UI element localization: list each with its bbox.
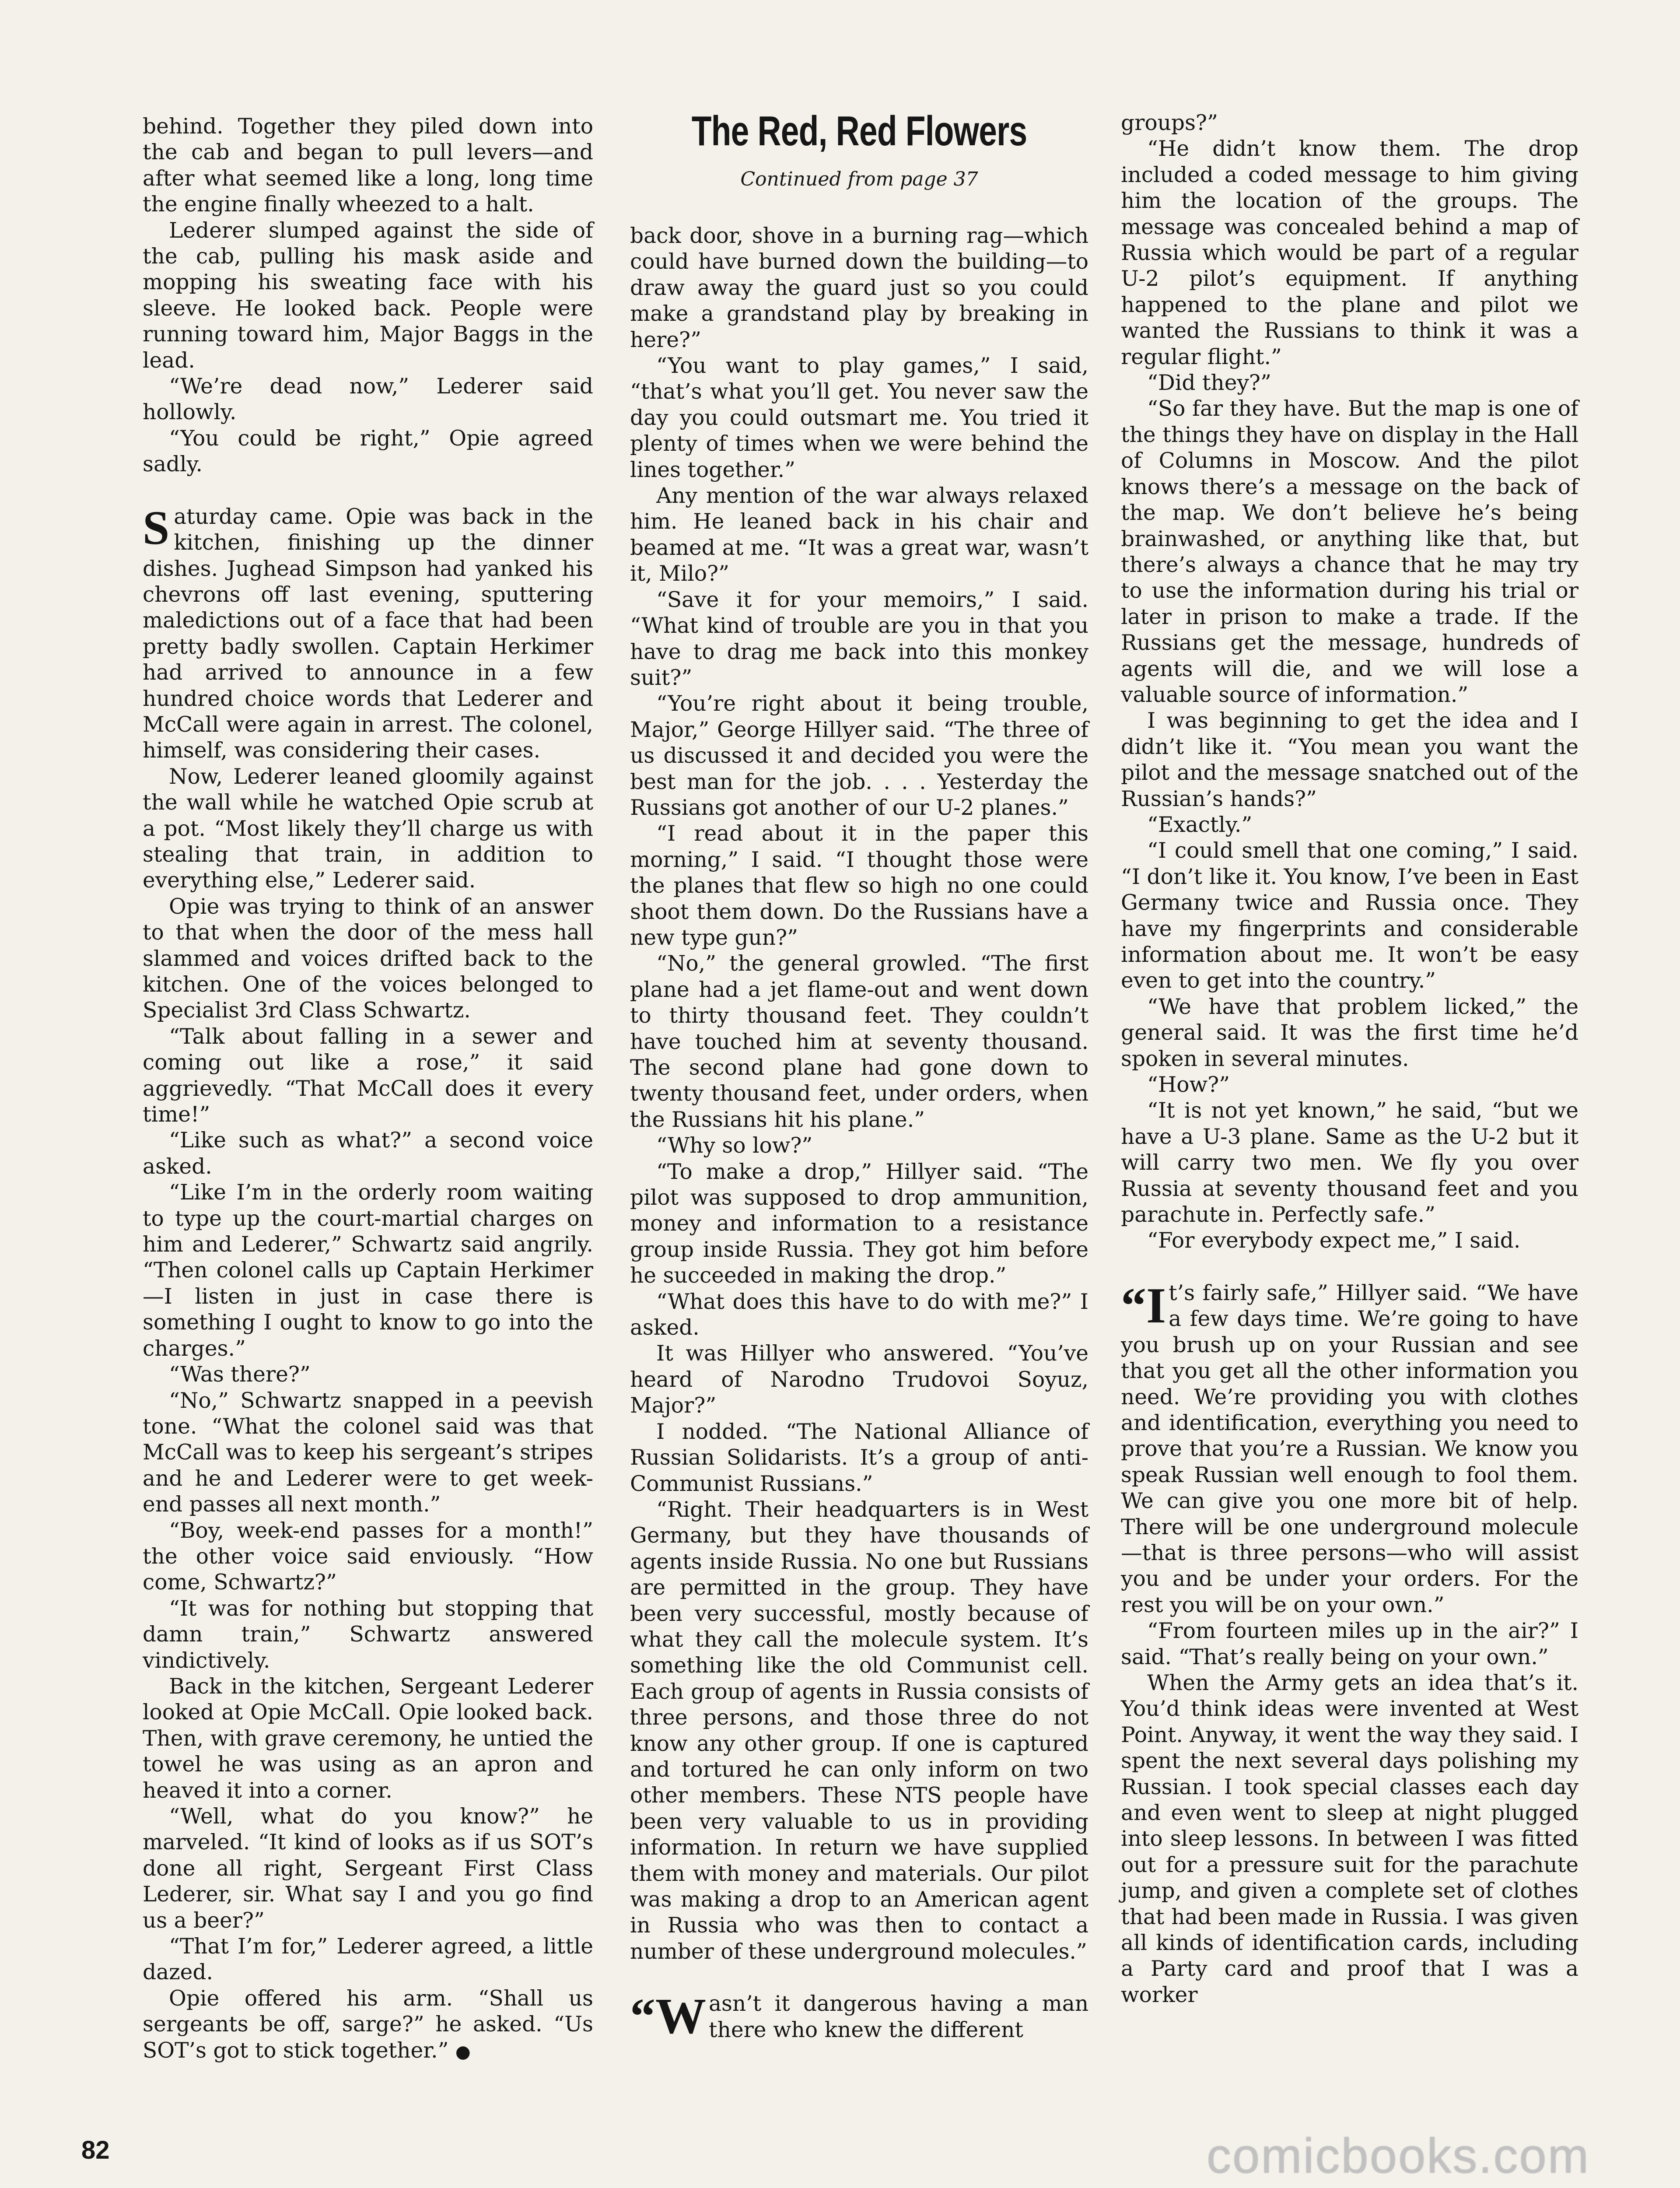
paragraph: “It is not yet known,” he said, “but we have a U-3 plane. Same as the U-2 but it will carry two men. We fly you over Russia at seventy thousand feet and you parachute in. Perfectly safe.” bbox=[1121, 1098, 1578, 1227]
section-opening-paragraph bbox=[1121, 1277, 1578, 1618]
paragraph: “So far they have. But the map is one of the things they have on display in the Hall of Columns in Moscow. And the pilot knows there’s a message on the back of the map. We don’t believe he’s being brainwashed, or anything like that, but there’s always a chance that he may try to use the information during his trial or later in prison to make a trade. If the Russians get the message, hundreds of agents will die, and we will lose a valuable source of information.” bbox=[1121, 396, 1578, 707]
drop-cap: S bbox=[143, 501, 170, 554]
paragraph: Now, Lederer leaned gloomily against the wall while he watched Opie scrub at a pot. “Most likely they’ll charge us with stealing that train, in addition to everything else,” Lederer said. bbox=[143, 764, 593, 893]
paragraph: “It was for nothing but stopping that damn train,” Schwartz answered vindictively. bbox=[143, 1596, 593, 1673]
paragraph: “Was there?” bbox=[169, 1362, 311, 1387]
paragraph: back door, shove in a burning rag—which could have burned down the building—to draw away the guard just so you could make a grandstand play by breaking in here?” bbox=[630, 224, 1088, 352]
paragraph: “Save it for your memoirs,” I said. “What kind of trouble are you in that you have to drag me back into this monkey suit?” bbox=[630, 587, 1088, 690]
paragraph: “Did they?” bbox=[1147, 371, 1271, 396]
paragraph: I nodded. “The National Alliance of Russian Solidarists. It’s a group of anti-Communist Russians.” bbox=[630, 1419, 1088, 1496]
paragraph: It was Hillyer who answered. “You’ve heard of Narodno Trudovoi Soyuz, Major?” bbox=[630, 1341, 1088, 1418]
paragraph-text: asn’t it dangerous having a man there who knew the different bbox=[709, 1992, 1088, 2042]
paragraph: I was beginning to get the idea and I didn’t like it. “You mean you want the pilot and the message snatched out of the Russian’s hands?” bbox=[1121, 708, 1578, 811]
paragraph: “You could be right,” Opie agreed sadly. bbox=[143, 426, 593, 477]
paragraph: “How?” bbox=[1147, 1073, 1230, 1098]
paragraph: Lederer slumped against the side of the cab, pulling his mask aside and mopping his sweating face with his sleeve. He looked back. People were running toward him, Major Baggs in the lead. bbox=[143, 218, 593, 373]
paragraph: “Like I’m in the orderly room waiting to type up the court-martial charges on him and Lederer,” Schwartz said angrily. “Then colonel calls up Captain Herkimer—I listen in just in case there is something I ought to know to go into the charges.” bbox=[143, 1180, 593, 1361]
section-break bbox=[143, 478, 593, 504]
paragraph: “Like such as what?” a second voice asked. bbox=[143, 1128, 593, 1179]
paragraph: “Well, what do you know?” he marveled. “It kind of looks as if us SOT’s done all right, Sergeant First Class Lederer, sir. What say I and you go find us a beer?” bbox=[143, 1804, 593, 1933]
column-2 bbox=[630, 105, 1088, 2188]
paragraph: groups?” bbox=[1121, 111, 1218, 135]
paragraph-text: t’s fairly safe,” Hillyer said. “We have a few days time. We’re going to have you brush up on your Russian and see that you get all the other information you need. We’re providing you with clothes and identification, everything you need to prove that you’re a Russian. We know you speak Russian well enough to fool them. We can give you one more bit of help. There will be one underground molecule—that is three persons—who will assist you and be under your orders. For the rest you will be on your own.” bbox=[1121, 1280, 1578, 1617]
paragraph-text: aturday came. Opie was back in the kitchen, finishing up the dinner dishes. Jughead Simpson had yanked his chevrons off last evening, sputtering maledictions out of a face that had been pretty badly swollen. Captain Herkimer had arrived to announce in a few hundred choice words that Lederer and McCall were again in arrest. The colonel, himself, was considering their cases. bbox=[143, 504, 593, 763]
paragraph: “That I’m for,” Lederer agreed, a little dazed. bbox=[143, 1934, 593, 1985]
paragraph: Opie was trying to think of an answer to that when the door of the mess hall slammed and voices drifted back to the kitchen. One of the voices belonged to Specialist 3rd Class Schwartz. bbox=[143, 894, 593, 1023]
drop-cap: “W bbox=[630, 1988, 706, 2045]
drop-cap: “I bbox=[1121, 1277, 1166, 1334]
paragraph: “We’re dead now,” Lederer said hollowly. bbox=[143, 374, 593, 425]
paragraph: “Talk about falling in a sewer and coming out like a rose,” it said aggrievedly. “That McCall does it every time!” bbox=[143, 1024, 593, 1127]
paragraph bbox=[143, 1986, 593, 2065]
paragraph: behind. Together they piled down into the cab and began to pull levers—and after what seemed like a long, long time the engine finally wheezed to a halt. bbox=[143, 114, 593, 217]
paragraph: “For everybody expect me,” I said. bbox=[1147, 1228, 1521, 1253]
section-break bbox=[1121, 1254, 1578, 1280]
paragraph: “Boy, week-end passes for a month!” the other voice said enviously. “How come, Schwartz?” bbox=[143, 1518, 593, 1595]
paragraph: “To make a drop,” Hillyer said. “The pilot was supposed to drop ammunition, money and information to a resistance group inside Russia. They got him before he succeeded in making the drop.” bbox=[630, 1159, 1088, 1288]
column-3 bbox=[1121, 110, 1578, 2188]
paragraph: “We have that problem licked,” the general said. It was the first time he’d spoken in several minutes. bbox=[1121, 994, 1578, 1071]
paragraph: Back in the kitchen, Sergeant Lederer looked at Opie McCall. Opie looked back. Then, with grave ceremony, he untied the towel he was using as an apron and heaved it into a corner. bbox=[143, 1674, 593, 1803]
paragraph: When the Army gets an idea that’s it. You’d think ideas were invented at West Point. Anyway, it went the way they said. I spent the next several days polishing my Russian. I took special classes each day and even went to sleep at night plugged into sleep lessons. In between I was fitted out for a pressure suit for the parachute jump, and given a complete set of clothes that had been made in Russia. I was given all kinds of identification cards, including a Party card and proof that I was a worker bbox=[1121, 1670, 1578, 2007]
story-title: The Red, Red Flowers bbox=[691, 108, 1027, 154]
section-break bbox=[630, 1965, 1088, 1991]
site-watermark: comicbooks.com bbox=[1206, 2128, 1590, 2183]
paragraph: “No,” the general growled. “The first plane had a jet flame-out and went down to thirty thousand feet. They couldn’t have touched him at seventy thousand. The second plane had gone down to twenty thousand feet, under orders, when the Russians hit his plane.” bbox=[630, 951, 1088, 1132]
page-number: 82 bbox=[81, 2136, 110, 2164]
paragraph: “You want to play games,” I said, “that’s what you’ll get. You never saw the day you could outsmart me. You tried it plenty of times when we were behind the lines together.” bbox=[630, 354, 1088, 482]
column-1 bbox=[143, 114, 593, 2188]
paragraph: “You’re right about it being trouble, Major,” George Hillyer said. “The three of us discussed it and decided you were the best man for the job. . . . Yesterday the Russians got another of our U-2 planes.” bbox=[630, 691, 1088, 820]
end-mark: ● bbox=[455, 2041, 471, 2062]
paragraph: “He didn’t know them. The drop included a coded message to him giving him the location of the groups. The message was concealed behind a map of Russia which would be part of a regular U-2 pilot’s equipment. If anything happened to the plane and pilot we wanted the Russians to think it was a regular flight.” bbox=[1121, 137, 1578, 369]
paragraph: “Exactly.” bbox=[1147, 812, 1253, 837]
paragraph: “No,” Schwartz snapped in a peevish tone. “What the colonel said was that McCall was to keep his sergeant’s stripes and he and Lederer were to get week-end passes all next month.” bbox=[143, 1388, 593, 1517]
section-opening-paragraph bbox=[143, 501, 593, 764]
paragraph-text: Opie offered his arm. “Shall us sergeants be off, sarge?” he asked. “Us SOT’s got to stick together.” bbox=[143, 1986, 593, 2063]
paragraph: “I read about it in the paper this morning,” I said. “I thought those were the planes that flew so high no one could shoot them down. Do the Russians have a new type gun?” bbox=[630, 821, 1088, 950]
paragraph: “Right. Their headquarters is in West Germany, but they have thousands of agents inside Russia. No one but Russians are permitted in the group. They have been very successful, mostly because of what they call the molecule system. It’s something like the old Communist cell. Each group of agents in Russia consists of three persons, and those three do not know any other group. If one is captured and tortured he can only inform on two other members. These NTS people have been very valuable to us in providing information. In return we have supplied them with money and materials. Our pilot was making a drop to an American agent in Russia who was then to contact a number of these underground molecules.” bbox=[630, 1497, 1088, 1964]
paragraph: “From fourteen miles up in the air?” I said. “That’s really being on your own.” bbox=[1121, 1619, 1578, 1669]
section-opening-paragraph bbox=[630, 1988, 1088, 2045]
paragraph: “I could smell that one coming,” I said. “I don’t like it. You know, I’ve been in East Germany twice and Russia once. They have my fingerprints and considerable information about me. It won’t be easy even to get into the country.” bbox=[1121, 838, 1578, 993]
continued-note: Continued from page 37 bbox=[740, 168, 978, 190]
paragraph: “Why so low?” bbox=[656, 1133, 813, 1158]
paragraph: Any mention of the war always relaxed him. He leaned back in his chair and beamed at me. “It was a great war, wasn’t it, Milo?” bbox=[630, 484, 1088, 586]
story-header bbox=[630, 105, 1088, 223]
paragraph: “What does this have to do with me?” I asked. bbox=[630, 1289, 1088, 1340]
